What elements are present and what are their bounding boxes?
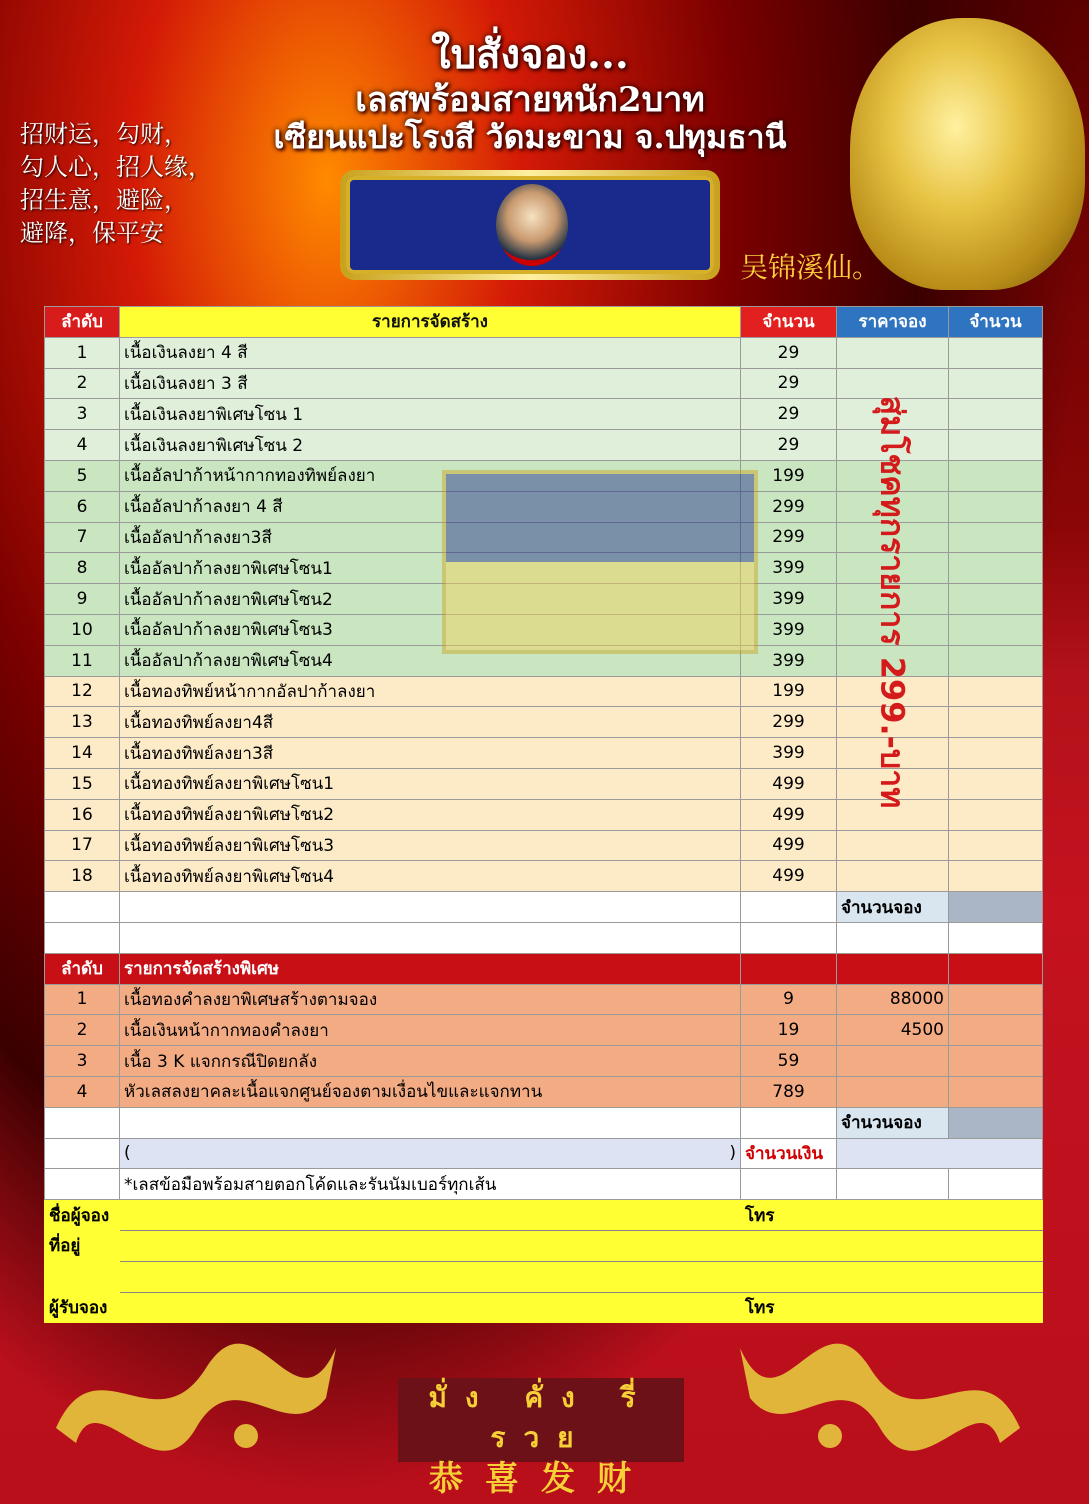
special-row-no: 1: [45, 984, 120, 1015]
fortune-thai: มั่ง คั่ง รี่ รวย: [428, 1381, 654, 1454]
special-row-order-qty-input[interactable]: [949, 1076, 1043, 1107]
special-row-no: 4: [45, 1076, 120, 1107]
row-item: เนื้ออัลปาก้าลงยาพิเศษโซน2: [120, 584, 741, 615]
row-item: เนื้อเงินลงยาพิเศษโซน 1: [120, 399, 741, 430]
money-label: จำนวนเงิน: [741, 1138, 837, 1169]
row-price: [837, 861, 949, 892]
special-row-qty: 789: [741, 1076, 837, 1107]
money-row: [45, 1138, 1043, 1169]
special-row-qty: 59: [741, 1046, 837, 1077]
row-no: 3: [45, 399, 120, 430]
blank-row: [45, 922, 1043, 953]
row-qty: 199: [741, 460, 837, 491]
monk-portrait: [850, 18, 1085, 290]
receiver-label: ผู้รับจอง: [45, 1292, 120, 1323]
phone-field[interactable]: [837, 1200, 1043, 1231]
special-rows: [45, 984, 1043, 1107]
special-sum-input[interactable]: [949, 1107, 1043, 1138]
row-item: เนื้อเงินลงยา 4 สี: [120, 337, 741, 368]
row-order-qty-input[interactable]: [949, 460, 1043, 491]
row-order-qty-input[interactable]: [949, 337, 1043, 368]
phone-label: โทร: [741, 1200, 837, 1231]
row-item: เนื้ออัลปาก้าลงยาพิเศษโซน3: [120, 614, 741, 645]
row-item: เนื้ออัลปาก้าหน้ากากทองทิพย์ลงยา: [120, 460, 741, 491]
col-order-qty: จำนวน: [949, 307, 1043, 338]
row-qty: 29: [741, 337, 837, 368]
row-qty: 499: [741, 768, 837, 799]
row-qty: 399: [741, 738, 837, 769]
price-note: สุ่มโชคทุกรายการ 299.-บาท: [873, 395, 912, 809]
row-order-qty-input[interactable]: [949, 368, 1043, 399]
special-row: [45, 1046, 1043, 1077]
row-order-qty-input[interactable]: [949, 861, 1043, 892]
row-no: 17: [45, 830, 120, 861]
chinese-name: 吴锦溪仙。: [740, 251, 881, 284]
amulet-face-icon: [496, 184, 568, 266]
row-no: 13: [45, 707, 120, 738]
row-order-qty-input[interactable]: [949, 768, 1043, 799]
row-order-qty-input[interactable]: [949, 553, 1043, 584]
row-no: 15: [45, 768, 120, 799]
special-row-item: เนื้อทองคำลงยาพิเศษสร้างตามจอง: [120, 984, 741, 1015]
special-row: [45, 984, 1043, 1015]
col-no: ลำดับ: [45, 307, 120, 338]
address-field-2[interactable]: [120, 1261, 1043, 1292]
amulet-image: [340, 170, 720, 280]
special-row-price: 88000: [837, 984, 949, 1015]
row-no: 11: [45, 645, 120, 676]
col-item: รายการจัดสร้าง: [120, 307, 741, 338]
row-order-qty-input[interactable]: [949, 430, 1043, 461]
special-row-no: 3: [45, 1046, 120, 1077]
row-no: 7: [45, 522, 120, 553]
row-item: เนื้ออัลปาก้าลงยาพิเศษโซน1: [120, 553, 741, 584]
row-no: 4: [45, 430, 120, 461]
row-item: เนื้อทองทิพย์ลงยา4สี: [120, 707, 741, 738]
special-sum-label: จำนวนจอง: [837, 1107, 949, 1138]
row-order-qty-input[interactable]: [949, 676, 1043, 707]
name-label: ชื่อผู้จอง: [45, 1200, 120, 1231]
row-item: เนื้อทองทิพย์ลงยาพิเศษโซน4: [120, 861, 741, 892]
row-no: 16: [45, 799, 120, 830]
row-order-qty-input[interactable]: [949, 645, 1043, 676]
row-order-qty-input[interactable]: [949, 738, 1043, 769]
table-row: [45, 861, 1043, 892]
special-row-item: เนื้อเงินหน้ากากทองคำลงยา: [120, 1015, 741, 1046]
row-qty: 29: [741, 368, 837, 399]
amulet-watermark: [442, 470, 758, 654]
row-no: 12: [45, 676, 120, 707]
name-field[interactable]: [120, 1200, 741, 1231]
row-order-qty-input[interactable]: [949, 491, 1043, 522]
special-header: ลำดับ รายการจัดสร้างพิเศษ: [45, 953, 1043, 984]
special-sum-row: [45, 1107, 1043, 1138]
row-item: เนื้อทองทิพย์ลงยาพิเศษโซน1: [120, 768, 741, 799]
row-no: 2: [45, 368, 120, 399]
row-order-qty-input[interactable]: [949, 584, 1043, 615]
row-qty: 399: [741, 645, 837, 676]
row-qty: 499: [741, 861, 837, 892]
row-no: 9: [45, 584, 120, 615]
row-item: เนื้ออัลปาก้าลงยาพิเศษโซน4: [120, 645, 741, 676]
title-line-2: เลสพร้อมสายหนัก2บาท: [355, 80, 705, 120]
special-row-price: [837, 1046, 949, 1077]
special-row-qty: 19: [741, 1015, 837, 1046]
note-text: *เลสข้อมือพร้อมสายตอกโค้ดและรันนัมเบอร์ทุกเส้น: [120, 1169, 741, 1200]
row-no: 1: [45, 337, 120, 368]
row-item: เนื้อทองทิพย์ลงยาพิเศษโซน2: [120, 799, 741, 830]
row-order-qty-input[interactable]: [949, 830, 1043, 861]
title-line-1: ใบสั่งจอง...: [431, 31, 629, 78]
money-input[interactable]: [837, 1138, 1043, 1169]
row-order-qty-input[interactable]: [949, 707, 1043, 738]
fortune-chinese: 恭喜发财: [429, 1459, 653, 1499]
row-no: 18: [45, 861, 120, 892]
special-row-item: เนื้อ 3 K แจกกรณีปิดยกลัง: [120, 1046, 741, 1077]
title-line-3: เซียนแปะโรงสี วัดมะขาม จ.ปทุมธานี: [273, 118, 787, 156]
row-qty: 399: [741, 614, 837, 645]
row-qty: 299: [741, 522, 837, 553]
fortune-box: [398, 1378, 684, 1499]
dragon-left-icon: [36, 1318, 354, 1454]
address-field[interactable]: [120, 1230, 1043, 1261]
address-label: ที่อยู่: [45, 1230, 120, 1261]
row-order-qty-input[interactable]: [949, 614, 1043, 645]
form-address-row-2: [45, 1261, 1043, 1292]
row-order-qty-input[interactable]: [949, 399, 1043, 430]
special-row-price: [837, 1076, 949, 1107]
row-qty: 29: [741, 399, 837, 430]
col-qty: จำนวน: [741, 307, 837, 338]
special-title: รายการจัดสร้างพิเศษ: [120, 953, 741, 984]
row-order-qty-input[interactable]: [949, 799, 1043, 830]
row-order-qty-input[interactable]: [949, 522, 1043, 553]
row-no: 8: [45, 553, 120, 584]
sum-row: [45, 892, 1043, 923]
row-item: เนื้อทองทิพย์ลงยาพิเศษโซน3: [120, 830, 741, 861]
row-no: 14: [45, 738, 120, 769]
special-row-qty: 9: [741, 984, 837, 1015]
table-header: [45, 307, 1043, 338]
form-address-row: [45, 1230, 1043, 1261]
special-row: [45, 1015, 1043, 1046]
row-item: เนื้อทองทิพย์ลงยา3สี: [120, 738, 741, 769]
row-item: เนื้อเงินลงยา 3 สี: [120, 368, 741, 399]
sum-label: จำนวนจอง: [837, 892, 949, 923]
row-no: 6: [45, 491, 120, 522]
chinese-blessing: 招财运，勾财， 勾人心，招人缘， 招生意，避险， 避降，保平安: [20, 120, 212, 247]
row-qty: 499: [741, 799, 837, 830]
special-row-item: หัวเลสลงยาคละเนื้อแจกศูนย์จองตามเงื่อนไขและแจกทาน: [120, 1076, 741, 1107]
row-qty: 29: [741, 430, 837, 461]
special-row-price: 4500: [837, 1015, 949, 1046]
col-price: ราคาจอง: [837, 307, 949, 338]
row-item: เนื้อเงินลงยาพิเศษโซน 2: [120, 430, 741, 461]
special-row-order-qty-input[interactable]: [949, 1046, 1043, 1077]
row-item: เนื้อทองทิพย์หน้ากากอัลปาก้าลงยา: [120, 676, 741, 707]
sum-input[interactable]: [949, 892, 1043, 923]
note-row: [45, 1169, 1043, 1200]
row-qty: 499: [741, 830, 837, 861]
money-words-input[interactable]: ( ): [120, 1138, 741, 1169]
row-no: 5: [45, 460, 120, 491]
form-name-row: [45, 1200, 1043, 1231]
row-qty: 299: [741, 707, 837, 738]
special-row-no: 2: [45, 1015, 120, 1046]
dragon-right-icon: [722, 1318, 1040, 1454]
row-no: 10: [45, 614, 120, 645]
special-row-order-qty-input[interactable]: [949, 1015, 1043, 1046]
row-qty: 399: [741, 553, 837, 584]
receiver-phone-label: โทร: [741, 1292, 837, 1323]
special-row-order-qty-input[interactable]: [949, 984, 1043, 1015]
row-qty: 399: [741, 584, 837, 615]
row-qty: 299: [741, 491, 837, 522]
row-qty: 199: [741, 676, 837, 707]
special-row: [45, 1076, 1043, 1107]
row-item: เนื้ออัลปาก้าลงยา 4 สี: [120, 491, 741, 522]
row-item: เนื้ออัลปาก้าลงยา3สี: [120, 522, 741, 553]
